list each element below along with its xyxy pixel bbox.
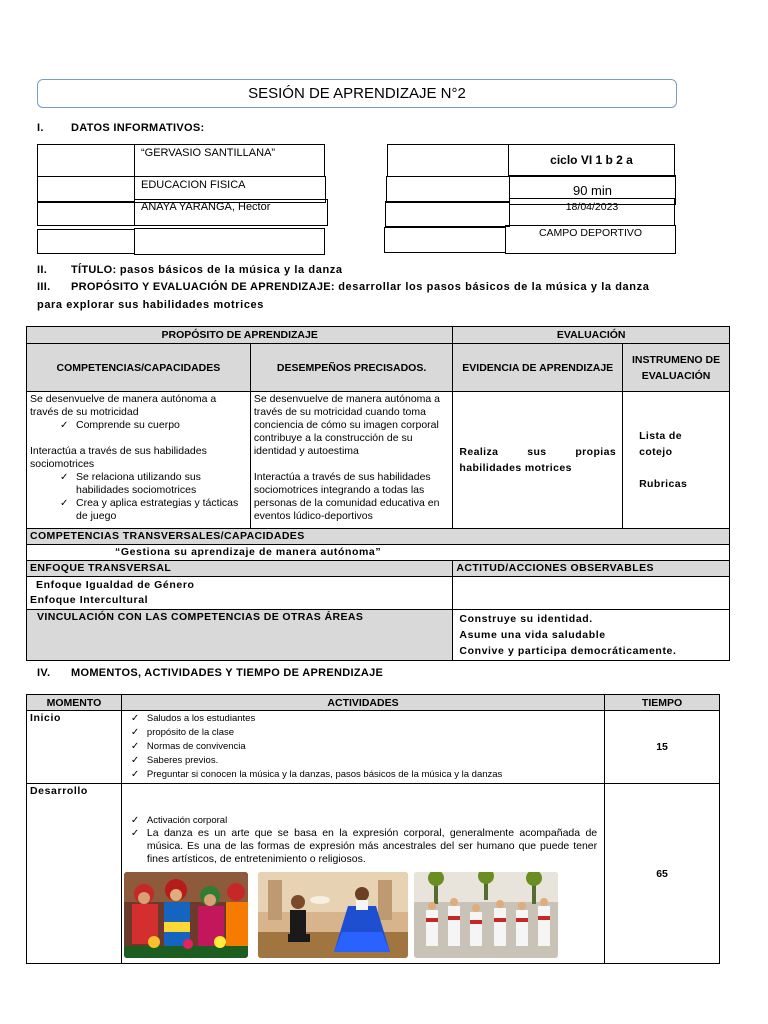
purpose-text: desarrollar los pasos básicos de la música y la danza (338, 281, 650, 293)
vinculacion-item: Construye su identidad. (459, 613, 593, 625)
session-title: pasos básicos de la música y la danza (119, 264, 343, 276)
header-desempenos: DESEMPEÑOS PRECISADOS. (250, 344, 453, 392)
desempenos-cell (250, 392, 453, 529)
competencia-2-list (30, 471, 247, 523)
info-date: 18/04/2023 (509, 198, 675, 226)
desempeno-1: Se desenvuelve de manera autónoma a través de su motricidad cuando toma conciencia de cómo su imagen corporal contribuye a la construcción de su identidad y autoestima (253, 393, 441, 457)
dance-photo-2 (258, 872, 408, 958)
enfoque-cell (27, 577, 453, 610)
capacidad-item: ✓ Crea y aplica estrategias y tácticas de juego (54, 497, 247, 523)
info-left-label-3 (37, 201, 135, 226)
section-titulo (37, 264, 343, 276)
actitud-cell (453, 577, 730, 610)
header-vinculacion: VINCULACIÓN CON LAS COMPETENCIAS DE OTRAS ÁREAS (27, 610, 453, 661)
section-proposito (37, 281, 727, 293)
enfoque-2: Enfoque Intercultural (30, 594, 149, 606)
page-title: SESIÓN DE APRENDIZAJE N°2 (37, 79, 677, 108)
vinculacion-item: Convive y participa democráticamente. (459, 645, 677, 657)
info-left-label-2 (37, 176, 135, 203)
activity-item: ✓ La danza es un arte que se basa en la expresión corporal, generalmente acompañada de música. Es una de las formas de expresión más ancestrales del ser humano que puede tener fines artísticos, de entretenimiento o religiosos. (125, 827, 601, 866)
header-competencias: COMPETENCIAS/CAPACIDADES (27, 344, 251, 392)
info-left-label-1 (37, 144, 135, 177)
inicio-tiempo: 15 (605, 711, 720, 784)
info-right-label-3 (385, 201, 510, 227)
activity-item: ✓ Activación corporal (125, 814, 601, 827)
capacidad-item: ✓ Se relaciona utilizando sus habilidades sociomotrices (54, 471, 247, 497)
info-location: CAMPO DEPORTIVO (505, 225, 676, 254)
section-momentos (37, 667, 383, 679)
info-left-label-4 (37, 229, 135, 254)
info-right-label-4 (384, 227, 506, 253)
header-instrumento: INSTRUMENO DE EVALUACIÓN (623, 344, 730, 392)
header-actitud: ACTITUD/ACCIONES OBSERVABLES (453, 561, 730, 577)
section-number: I. (37, 122, 44, 134)
info-empty (134, 228, 325, 255)
desempeno-2: Interactúa a través de sus habilidades sociomotrices integrando a todas las personas de la comunidad educativa en eventos lúdico-deportivos (253, 471, 440, 522)
activity-item: ✓ Saberes previos. (125, 754, 601, 768)
evidencia-cell: Realiza sus propias habilidades motrices (453, 392, 623, 529)
momento-desarrollo: Desarrollo (27, 784, 122, 964)
section-number: II. (37, 264, 48, 276)
info-area: EDUCACION FISICA (134, 176, 326, 203)
purpose-text-cont: para explorar sus habilidades motrices (37, 299, 264, 311)
instrumento-2: Rubricas (639, 478, 688, 490)
competencia-1-list (30, 419, 247, 432)
header-evaluacion: EVALUACIÓN (453, 327, 730, 344)
activity-item: ✓ propósito de la clase (125, 726, 601, 740)
header-tiempo: TIEMPO (605, 695, 720, 711)
activity-item: ✓ Preguntar si conocen la música y la danzas, pasos básicos de la música y la danzas (125, 768, 601, 782)
dance-photo-1 (124, 872, 248, 958)
section-number: III. (37, 281, 51, 293)
desarrollo-list (125, 814, 601, 866)
header-momento: MOMENTO (27, 695, 122, 711)
competencias-cell (27, 392, 251, 529)
section-datos-informativos (37, 122, 204, 134)
instrumento-cell (623, 392, 730, 529)
competencia-2: Interactúa a través de sus habilidades sociomotrices (30, 445, 207, 470)
inicio-list (125, 712, 601, 782)
header-actividades: ACTIVIDADES (121, 695, 604, 711)
header-transversales: COMPETENCIAS TRANSVERSALES/CAPACIDADES (27, 529, 730, 545)
info-right-label-1 (387, 144, 509, 177)
info-teacher: ANAYA YARANGA, Hector (134, 199, 328, 226)
info-duration: 90 min (509, 175, 676, 205)
info-cycle: ciclo VI 1 b 2 a (508, 144, 675, 177)
inicio-activities (121, 711, 604, 784)
header-evidencia: EVIDENCIA DE APRENDIZAJE (453, 344, 623, 392)
section-label: PROPÓSITO Y EVALUACIÓN DE APRENDIZAJE: (71, 281, 335, 293)
dance-photo-3 (414, 872, 558, 958)
desarrollo-tiempo: 65 (605, 784, 720, 964)
capacidad-item: ✓ Comprende su cuerpo (54, 419, 247, 432)
section-label: TÍTULO: (71, 264, 117, 276)
vinculacion-cell (453, 610, 730, 661)
section-label: DATOS INFORMATIVOS: (71, 122, 205, 134)
activity-item: ✓ Saludos a los estudiantes (125, 712, 601, 726)
activity-item: ✓ Normas de convivencia (125, 740, 601, 754)
purpose-evaluation-table (26, 326, 730, 661)
section-label: MOMENTOS, ACTIVIDADES Y TIEMPO DE APRENDIZAJE (71, 667, 384, 679)
vinculacion-item: Asume una vida saludable (459, 629, 606, 641)
transversal-text: “Gestiona su aprendizaje de manera autónoma” (27, 545, 730, 561)
momento-inicio: Inicio (27, 711, 122, 784)
info-right-label-2 (386, 176, 510, 203)
enfoque-1: Enfoque Igualdad de Género (36, 579, 195, 591)
header-proposito: PROPÓSITO DE APRENDIZAJE (27, 327, 453, 344)
header-enfoque: ENFOQUE TRANSVERSAL (27, 561, 453, 577)
instrumento-1: Lista de cotejo (639, 430, 682, 458)
info-school: “GERVASIO SANTILLANA” (134, 144, 325, 177)
competencia-1: Se desenvuelve de manera autónoma a través de su motricidad (30, 393, 217, 418)
section-number: IV. (37, 667, 51, 679)
